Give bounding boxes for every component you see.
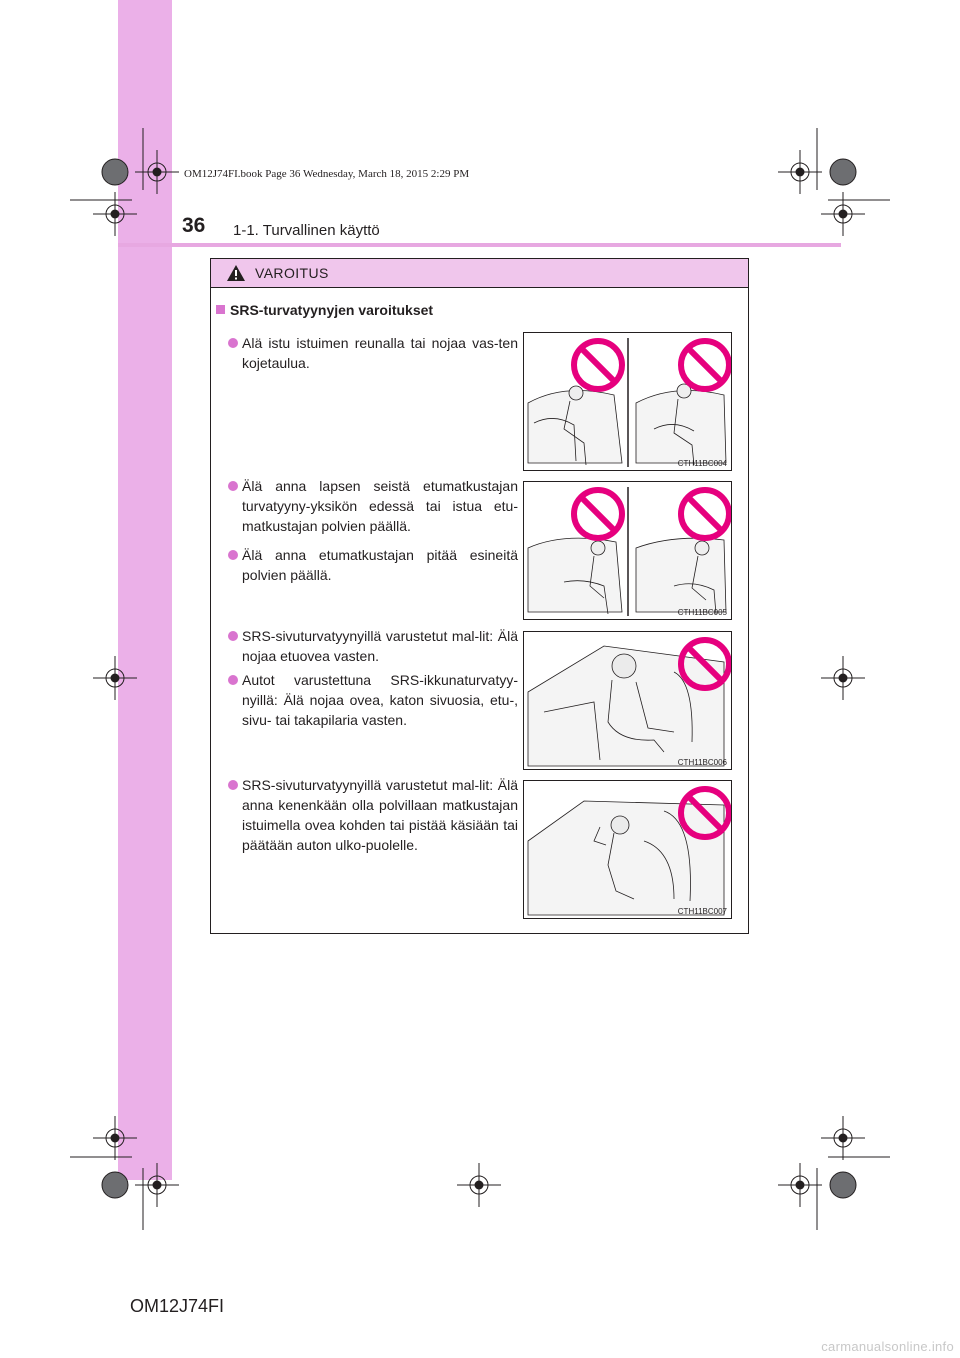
illustration-no-kneeling-seat (523, 780, 732, 919)
section-square-icon (216, 305, 225, 314)
warning-title: VAROITUS (255, 265, 329, 281)
illustration-graphic (524, 781, 731, 918)
bullet-dot-icon (228, 675, 238, 685)
bullet-text: Autot varustettuna SRS-ikkunaturvatyy-nyillä: Älä nojaa ovea, katon sivuosia, etu-, sivu- tai takapilaria vasten. (242, 672, 518, 728)
bullet-text: SRS-sivuturvatyynyillä varustetut mal-lit: Älä nojaa etuovea vasten. (242, 628, 518, 664)
bullet-dot-icon (228, 631, 238, 641)
warning-triangle-icon (226, 264, 246, 282)
bullet-text: Alä istu istuimen reunalla tai nojaa vas-ten kojetaulua. (242, 335, 518, 371)
figure-code: CTH11BC006 (677, 758, 727, 767)
footer-code: OM12J74FI (130, 1296, 225, 1316)
warning-box (210, 258, 749, 934)
warning-bullet (228, 670, 518, 730)
bullet-text: SRS-sivuturvatyynyillä varustetut mal-lit: Älä anna kenenkään olla polvillaan matkustajan istuimella ovea kohden tai pistää käsiään tai päätään auton ulko-puolelle. (242, 777, 518, 853)
bullet-text: Älä anna etumatkustajan pitää esineitä polvien päällä. (242, 547, 518, 583)
warning-header (211, 259, 748, 288)
illustration-no-leaning-dashboard (523, 332, 732, 471)
figure-code: CTH11BC004 (677, 459, 727, 468)
bullet-dot-icon (228, 481, 238, 491)
section-title: 1-1. Turvallinen käyttö (233, 222, 380, 239)
bullet-dot-icon (228, 550, 238, 560)
warning-bullet (228, 775, 518, 855)
header-rule (118, 243, 841, 247)
warning-bullet (228, 545, 518, 585)
illustration-graphic (524, 482, 731, 619)
warning-bullet (228, 476, 518, 536)
illustration-no-child-front (523, 481, 732, 620)
figure-code: CTH11BC007 (677, 907, 727, 916)
page-number: 36 (182, 214, 206, 237)
warning-bullet (228, 333, 518, 373)
watermark[interactable]: carmanualsonline.info (821, 1339, 954, 1354)
bullet-dot-icon (228, 780, 238, 790)
bullet-text: Älä anna lapsen seistä etumatkustajan turvatyyny-yksikön edessä tai istua etu-matkustajan polvien päällä. (242, 478, 518, 534)
chapter-sidebar-tab (118, 0, 172, 1180)
bullet-dot-icon (228, 338, 238, 348)
warning-bullet (228, 626, 518, 666)
print-info: OM12J74FI.book Page 36 Wednesday, March 18, 2015 2:29 PM (184, 168, 470, 180)
section-heading-text: SRS-turvatyynyjen varoitukset (230, 302, 434, 318)
illustration-no-leaning-door (523, 631, 732, 770)
warning-section-heading (216, 302, 433, 318)
illustration-graphic (524, 333, 731, 470)
figure-code: CTH11BC005 (677, 608, 727, 617)
illustration-graphic (524, 632, 731, 769)
